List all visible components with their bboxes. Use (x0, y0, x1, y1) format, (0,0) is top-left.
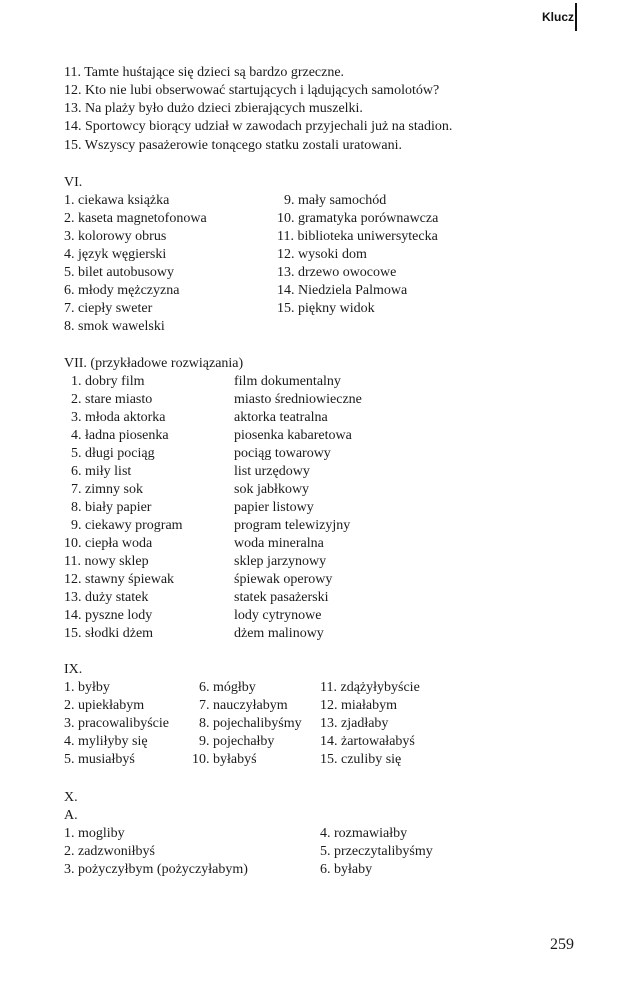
section-x-right-item: 4. rozmawiałby (320, 826, 408, 841)
section-ix-col2-item: 6. mógłby (199, 680, 256, 695)
section-vii-right-item: aktorka teatralna (234, 410, 328, 425)
section-vi-left-item: 6. młody mężczyzna (64, 283, 180, 298)
section-x-left-item: 3. pożyczyłbym (pożyczyłabym) (64, 862, 248, 877)
section-ix-col3-item: 12. miałabym (320, 698, 397, 713)
section-vii-left-item: 15. słodki dżem (64, 626, 154, 641)
section-ix-col3-item: 14. żartowałabyś (320, 734, 415, 749)
section-ix-col3-item: 11. zdążyłybyście (320, 680, 420, 695)
section-vi-right-item: 11. biblioteka uniwersytecka (277, 229, 438, 244)
section-x-right-item: 6. byłaby (320, 862, 373, 877)
section-vi-left-item: 2. kaseta magnetofonowa (64, 211, 207, 226)
section-ix-col2-item: 7. nauczyłabym (199, 698, 288, 713)
section-v-line: 15. Wszyscy pasażerowie tonącego statku zostali uratowani. (64, 138, 402, 153)
section-vii-right-item: sklep jarzynowy (234, 554, 327, 569)
section-vi-left-item: 7. ciepły sweter (64, 301, 153, 316)
section-vii-left-item: 1. dobry film (71, 374, 145, 389)
section-vii-right-item: papier listowy (234, 500, 314, 515)
section-vi-right-item: 14. Niedziela Palmowa (277, 283, 408, 298)
section-vi-right-item: 12. wysoki dom (277, 247, 367, 262)
header-rule (575, 3, 577, 31)
section-vii-left-item: 9. ciekawy program (71, 518, 183, 533)
section-v-line: 13. Na plaży było dużo dzieci zbierających muszelki. (64, 101, 363, 116)
section-ix-col1-item: 1. byłby (64, 680, 110, 695)
section-vi-left-item: 8. smok wawelski (64, 319, 165, 334)
section-x-right-item: 5. przeczytalibyśmy (320, 844, 433, 859)
section-vii-right-item: statek pasażerski (234, 590, 329, 605)
section-vii-left-item: 6. miły list (71, 464, 132, 479)
section-vii-right-item: woda mineralna (234, 536, 324, 551)
section-vi-right-item: 15. piękny widok (277, 301, 375, 316)
section-vii-right-item: lody cytrynowe (234, 608, 322, 623)
section-v-line: 14. Sportowcy biorący udział w zawodach przyjechali już na stadion. (64, 119, 453, 134)
section-vi-left-item: 4. język węgierski (64, 247, 167, 262)
section-vii-left-item: 7. zimny sok (71, 482, 143, 497)
section-vii-left-item: 2. stare miasto (71, 392, 153, 407)
section-ix-heading: IX. (64, 662, 83, 677)
section-vii-right-item: film dokumentalny (234, 374, 341, 389)
section-ix-col1-item: 3. pracowalibyście (64, 716, 169, 731)
section-ix-col2-item: 10. byłabyś (192, 752, 257, 767)
section-vii-right-item: list urzędowy (234, 464, 310, 479)
section-vii-left-item: 8. biały papier (71, 500, 152, 515)
section-vi-right-item: 13. drzewo owocowe (277, 265, 397, 280)
section-vii-heading: VII. (przykładowe rozwiązania) (64, 356, 244, 371)
section-vii-right-item: śpiewak operowy (234, 572, 333, 587)
section-vii-right-item: miasto średniowieczne (234, 392, 362, 407)
section-v-line: 12. Kto nie lubi obserwować startujących i lądujących samolotów? (64, 83, 440, 98)
section-vii-left-item: 10. ciepła woda (64, 536, 153, 551)
section-ix-col2-item: 9. pojechałby (199, 734, 275, 749)
section-vi-heading: VI. (64, 175, 83, 190)
section-vi-left-item: 1. ciekawa książka (64, 193, 170, 208)
section-v-line: 11. Tamte huśtające się dzieci są bardzo grzeczne. (64, 65, 345, 80)
section-vii-left-item: 12. stawny śpiewak (64, 572, 175, 587)
section-ix-col3-item: 15. czuliby się (320, 752, 402, 767)
section-vi-left-item: 3. kolorowy obrus (64, 229, 167, 244)
section-vii-left-item: 4. ładna piosenka (71, 428, 169, 443)
section-vii-left-item: 5. długi pociąg (71, 446, 155, 461)
section-vi-right-item: 10. gramatyka porównawcza (277, 211, 439, 226)
section-ix-col3-item: 13. zjadłaby (320, 716, 389, 731)
section-vii-right-item: sok jabłkowy (234, 482, 310, 497)
section-vii-left-item: 11. nowy sklep (64, 554, 149, 569)
section-x-left-item: 1. mogliby (64, 826, 125, 841)
section-vii-right-item: dżem malinowy (234, 626, 324, 641)
section-x-subheading: A. (64, 808, 78, 823)
section-vi-right-item: 9. mały samochód (284, 193, 387, 208)
section-vii-left-item: 13. duży statek (64, 590, 149, 605)
section-vii-right-item: piosenka kabaretowa (234, 428, 352, 443)
section-x-left-item: 2. zadzwoniłbyś (64, 844, 155, 859)
section-vii-left-item: 14. pyszne lody (64, 608, 153, 623)
header-title: Klucz (541, 10, 574, 24)
section-ix-col2-item: 8. pojechalibyśmy (199, 716, 302, 731)
section-vii-right-item: pociąg towarowy (234, 446, 331, 461)
section-ix-col1-item: 4. myliłyby się (64, 734, 148, 749)
section-x-heading: X. (64, 790, 78, 805)
page-number: 259 (550, 936, 574, 953)
section-vi-left-item: 5. bilet autobusowy (64, 265, 175, 280)
section-ix-col1-item: 5. musiałbyś (64, 752, 135, 767)
section-vii-left-item: 3. młoda aktorka (71, 410, 166, 425)
section-vii-right-item: program telewizyjny (234, 518, 351, 533)
section-ix-col1-item: 2. upiekłabym (64, 698, 145, 713)
